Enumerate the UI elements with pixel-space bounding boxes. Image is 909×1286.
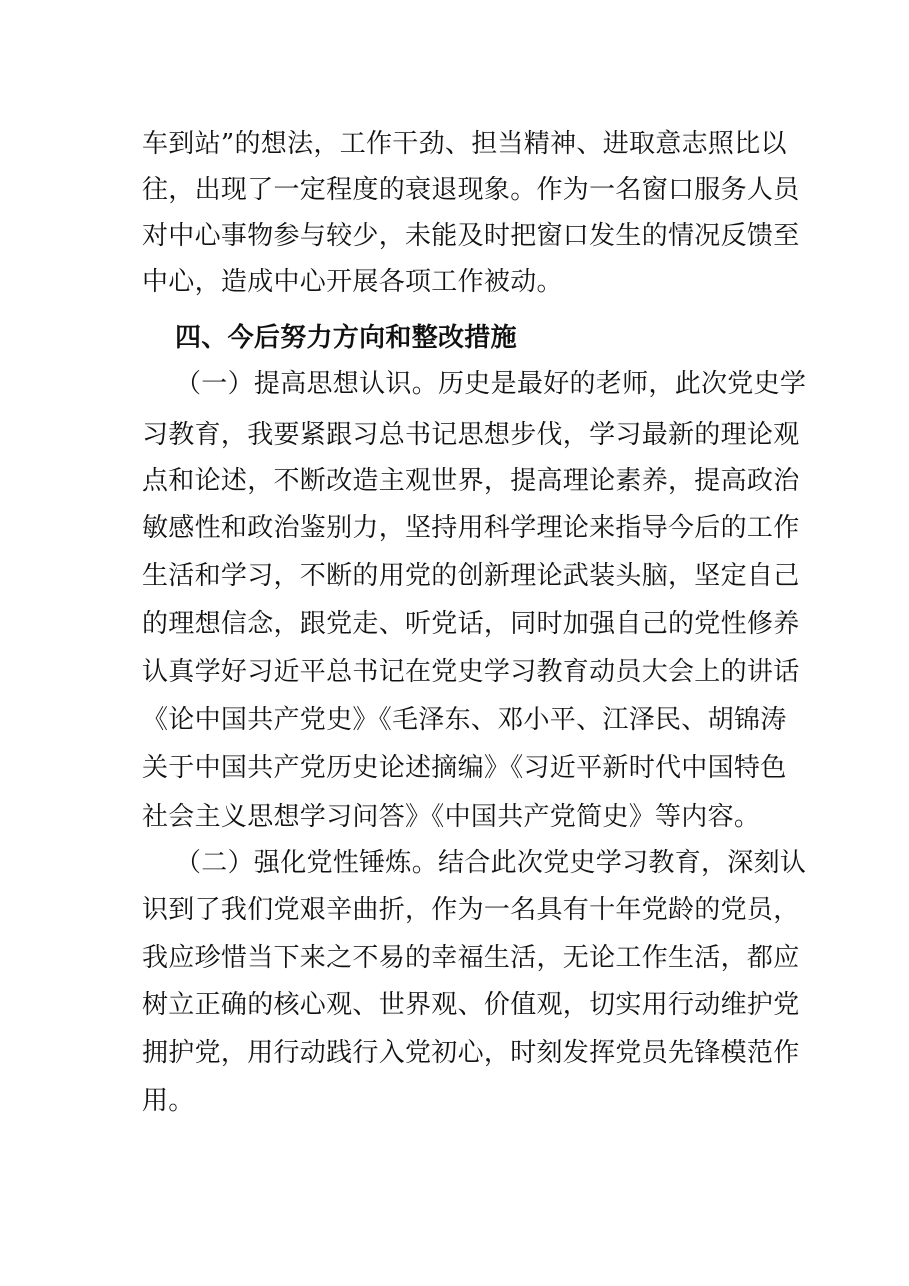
text-line: 中心，造成中心开展各项工作被动。 — [142, 267, 563, 297]
text-line: 生活和学习，不断的用党的创新理论武装头脑，坚定自己 — [142, 561, 800, 591]
paragraph-start-line: （一）提高思想认识。历史是最好的老师，此次党史学 — [175, 369, 807, 399]
text-line: 树立正确的核心观、世界观、价值观，切实用行动维护党 — [142, 990, 800, 1020]
paragraph-start-line: （二）强化党性锤炼。结合此次党史学习教育，深刻认 — [175, 848, 807, 878]
text-line: 车到站”的想法，工作干劲、担当精神、进取意志照比以 — [142, 129, 787, 159]
text-line: 习教育，我要紧跟习总书记思想步伐，学习最新的理论观 — [142, 420, 800, 450]
text-line: 认真学好习近平总书记在党史学习教育动员大会上的讲话 — [142, 657, 800, 687]
text-line: 的理想信念，跟党走、听党话，同时加强自己的党性修养 — [142, 609, 800, 639]
text-line: 拥护党，用行动践行入党初心，时刻发挥党员先锋模范作 — [142, 1038, 800, 1068]
text-line: 对中心事物参与较少，未能及时把窗口发生的情况反馈至 — [142, 221, 800, 251]
text-line: 识到了我们党艰辛曲折，作为一名具有十年党龄的党员， — [142, 895, 800, 925]
section-heading: 四、今后努力方向和整改措施 — [175, 323, 517, 353]
text-line: 我应珍惜当下来之不易的幸福生活，无论工作生活，都应 — [142, 943, 800, 973]
text-line: 关于中国共产党历史论述摘编》《习近平新时代中国特色 — [142, 753, 787, 783]
text-line: 敏感性和政治鉴别力，坚持用科学理论来指导今后的工作 — [142, 513, 800, 543]
text-line: 往，出现了一定程度的衰退现象。作为一名窗口服务人员 — [142, 175, 800, 205]
text-line: 用。 — [142, 1086, 195, 1116]
text-line: 社会主义思想学习问答》《中国共产党简史》等内容。 — [142, 802, 761, 832]
text-line: 点和论述，不断改造主观世界，提高理论素养，提高政治 — [142, 466, 800, 496]
text-line: 《论中国共产党史》《毛泽东、邓小平、江泽民、胡锦涛 — [142, 705, 787, 735]
